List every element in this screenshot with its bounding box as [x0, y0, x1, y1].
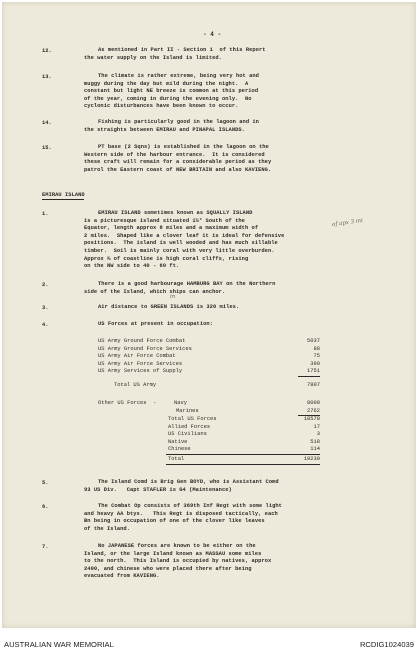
para-line: 2 miles. Shaped like a clover leaf it is ideal for defensive — [84, 232, 285, 239]
para-line: Air distance to GREEN ISLANDS is 320 miles. — [98, 304, 240, 310]
total-army-value: 7807 — [307, 382, 320, 388]
archive-footer — [0, 636, 418, 654]
para-line: the straights between EMIRAU and PINAPAL ISLANDS. — [84, 126, 245, 133]
para-line: side of the Island, which ships can anchor. — [84, 288, 226, 295]
para-line: 93 US Div. Capt STAFLER is G4 (Maintenance) — [84, 486, 232, 493]
total-rule — [166, 454, 320, 455]
table-row-label: US Civilians — [168, 431, 207, 438]
para-number: 15. — [42, 145, 52, 151]
document-page — [2, 2, 416, 628]
table-row-label: Total US Forces — [168, 416, 217, 422]
para-line: PT base (2 Sqns) is established in the lagoon on the — [98, 144, 269, 150]
para-line: The Combat Op consists of 369th Inf Regt with some light — [98, 503, 282, 509]
other-forces-heading: Other US Forces - — [98, 400, 157, 406]
para-line: patrol the Eastern coast of NEW BRITAIN and also KAVIENG. — [84, 166, 272, 173]
para-number: 1. — [42, 211, 49, 217]
para-line: Equator, length approx 8 miles and a maximum width of — [84, 225, 259, 232]
table-row-label: Marines — [176, 407, 199, 414]
para-line: Approx ⅔ of coastline is high coral cliffs, rising — [84, 255, 249, 262]
table-row-value: 518 — [310, 438, 320, 445]
table-row-value: 8009 — [307, 400, 320, 406]
para-line: muggy during the day but mild during the night. A — [84, 80, 249, 87]
table-row-label: Native — [168, 438, 188, 445]
para-line: The Island Comd is Brig Gen BOYD, who is Assistant Comd — [98, 479, 279, 485]
table-row-label: Chinese — [168, 446, 191, 453]
para-line: timber. Soil is mainly coral with very little overburden. — [84, 248, 275, 254]
heading-underline — [42, 199, 84, 200]
para-line: The climate is rather extreme, being very hot and — [98, 73, 259, 79]
footer-id: RCDIG1024039 — [359, 640, 414, 649]
para-line: 2400, and chinese who were placed there after being — [84, 565, 252, 572]
table-row-label: US Army Ground Force Services — [98, 345, 192, 352]
table-row-label: Total — [168, 456, 185, 462]
para-line: is a picturesque island situated 1½° South of the — [84, 217, 245, 224]
para-line: and heavy AA btys. This Regt is disposed tactically, each — [84, 510, 278, 517]
para-line: to the north. This Island is occupied by natives, approx — [84, 558, 272, 565]
para-line: Island, or the large Island known as MASSAU some miles — [84, 550, 262, 557]
table-row-value: 19230 — [303, 456, 320, 462]
table-row-label: US Army Ground Force Combat — [98, 338, 186, 344]
para-line: of the Island. — [84, 525, 130, 532]
page-number: - 4 - — [203, 31, 222, 38]
table-row-label: Navy — [174, 400, 187, 406]
para-number: 12. — [42, 48, 52, 54]
para-line: on the NW side to 40 - 60 ft. — [84, 263, 180, 270]
sum-rule — [298, 376, 320, 377]
handwritten-insert: in — [170, 294, 176, 300]
para-line: Bn being in occupation of one of the clover like leaves — [84, 518, 265, 525]
para-line: evacuated from KAVIENG. — [84, 573, 160, 580]
table-row-value: 3 — [316, 431, 320, 438]
para-line: No JAPANESE forces are known to be either on the — [98, 543, 256, 549]
table-row-label: Allied Forces — [168, 423, 211, 430]
para-number: 13. — [42, 74, 52, 80]
para-number: 3. — [42, 305, 49, 311]
para-line: of the year, coming in during the evening only. No — [84, 95, 252, 102]
table-row-value: 5037 — [307, 338, 320, 344]
para-number: 6. — [42, 504, 49, 510]
para-line: cyclonic disturbances have been known to occur. — [84, 103, 239, 110]
para-number: 4. — [42, 322, 49, 328]
table-row-value: 18578 — [303, 416, 320, 422]
table-row-value: 1751 — [307, 368, 320, 375]
footer-source: AUSTRALIAN WAR MEMORIAL — [4, 640, 114, 649]
para-line: constant but light NE breeze is common at this period — [84, 88, 259, 95]
para-line: Fishing is particularly good in the lagoon and in — [98, 119, 259, 125]
table-row-value: 88 — [313, 345, 320, 352]
table-row-label: US Army Air Force Services — [98, 360, 183, 367]
table-row-label: US Army Services of Supply — [98, 368, 183, 375]
para-line: Western side of the harbour entrance. It is considered — [84, 151, 265, 158]
table-row-value: 17 — [313, 423, 320, 430]
para-line: US Forces at present in occupation: — [98, 321, 213, 327]
table-row-value: 2762 — [307, 407, 320, 414]
total-army-label: Total US Army — [114, 382, 157, 388]
para-line: EMIRAU ISLAND sometimes known as SQUALLY ISLAND — [98, 210, 253, 216]
table-row-label: US Army Air Force Combat — [98, 353, 176, 360]
total-rule — [166, 464, 320, 465]
section-heading: EMIRAU ISLAND — [42, 192, 85, 198]
para-line: As mentioned in Part II - Section 1 of this Report — [98, 47, 266, 53]
para-number: 5. — [42, 480, 49, 486]
table-row-value: 114 — [310, 446, 320, 453]
table-row-value: 390 — [310, 360, 320, 367]
handwritten-margin-note: of apx 3 mi — [331, 217, 364, 229]
para-number: 14. — [42, 120, 52, 126]
para-line: There is a good harbourage HAMBURG BAY on the Northern — [98, 281, 276, 287]
table-row-value: 75 — [313, 353, 320, 360]
para-line: these craft will remain for a considerable period as they — [84, 159, 272, 166]
para-line: positions. The island is well wooded and has much sillable — [84, 240, 278, 247]
para-number: 2. — [42, 282, 49, 288]
para-line: the water supply on the Island is limited. — [84, 54, 222, 61]
para-number: 7. — [42, 544, 49, 550]
